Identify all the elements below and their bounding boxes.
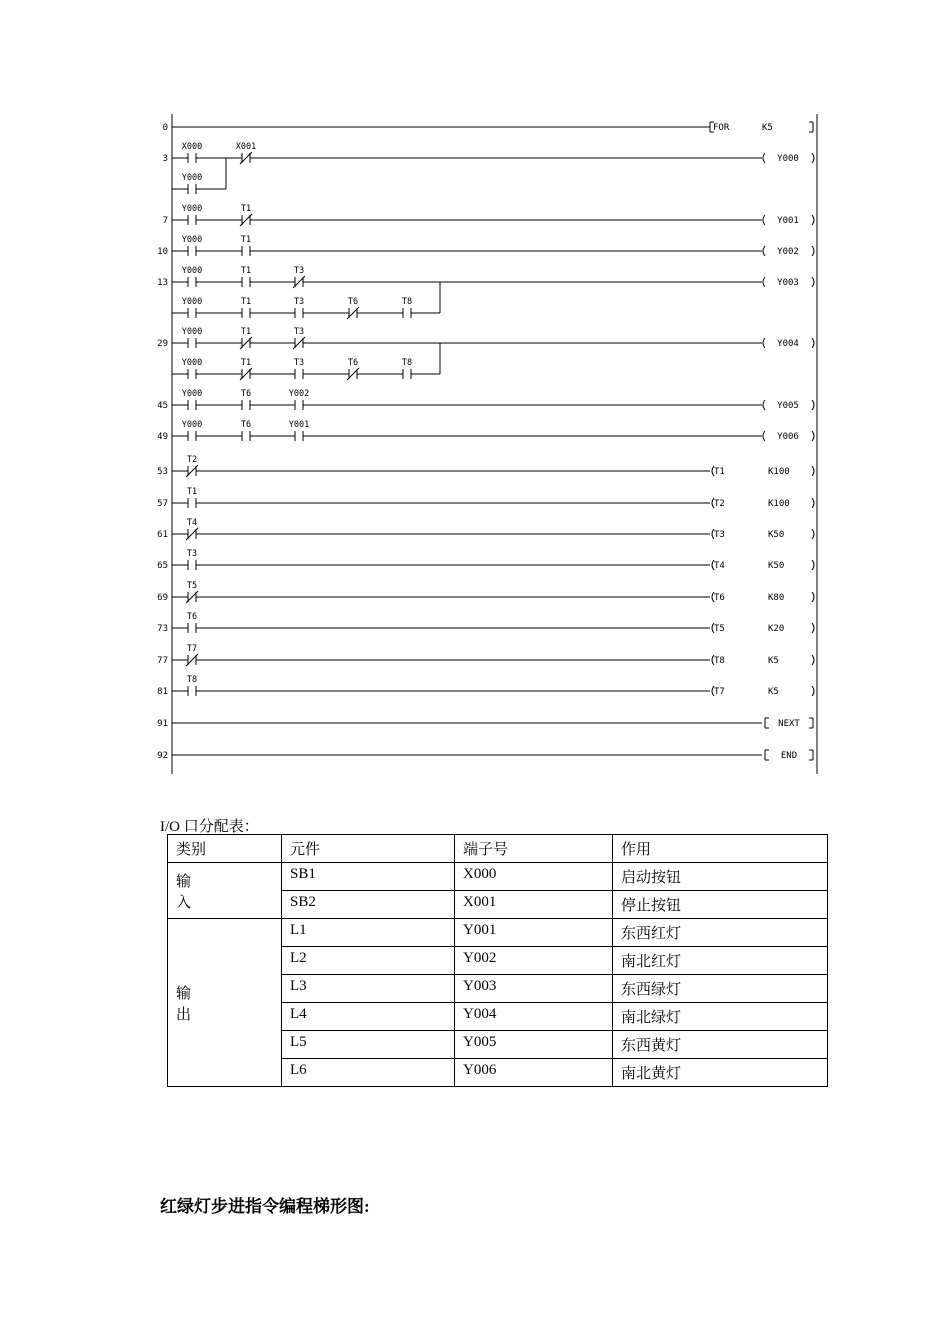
coil-left-arc	[763, 431, 765, 441]
contact-label: T1	[240, 327, 252, 337]
header-cell: 元件	[282, 835, 455, 863]
header-cell: 作用	[613, 835, 828, 863]
contact-label: T7	[186, 644, 198, 654]
contact-label: T3	[293, 297, 305, 307]
terminal-cell: X001	[455, 891, 613, 919]
coil-right-arc	[812, 431, 814, 441]
function-cell: 东西黄灯	[613, 1031, 828, 1059]
step-number: 49	[157, 432, 168, 442]
contact-label: T1	[240, 235, 252, 245]
function-cell: 东西绿灯	[613, 975, 828, 1003]
coil-label: Y005	[777, 401, 799, 411]
rung-10	[157, 235, 814, 257]
terminal-cell: Y001	[455, 919, 613, 947]
timer-coil-right-arc	[812, 560, 814, 570]
rung-49	[157, 420, 814, 442]
contact-label: T1	[240, 204, 252, 214]
contact-label: T1	[240, 297, 252, 307]
coil-left-arc	[763, 215, 765, 225]
rung-0	[163, 122, 813, 133]
step-number: 3	[162, 154, 168, 164]
element-cell: L5	[282, 1031, 455, 1059]
element-cell: L6	[282, 1059, 455, 1087]
rung-69	[157, 581, 814, 603]
contact-label: T6	[186, 612, 198, 622]
timer-label: T3	[714, 530, 725, 540]
rung-65	[157, 549, 814, 571]
step-number: 53	[157, 467, 168, 477]
element-cell: SB1	[282, 863, 455, 891]
rung-3	[163, 142, 814, 194]
header-cell: 端子号	[455, 835, 613, 863]
rung-81	[157, 675, 814, 697]
contact-label: Y000	[181, 235, 203, 245]
contact-label: T6	[347, 297, 359, 307]
coil-right-arc	[812, 215, 814, 225]
timer-preset: K5	[768, 687, 779, 697]
rung-77	[157, 644, 814, 666]
contact-label: T6	[240, 389, 252, 399]
timer-coil-right-arc	[812, 686, 814, 696]
contact-label: Y000	[181, 204, 203, 214]
timer-preset: K100	[768, 499, 790, 509]
terminal-cell: Y003	[455, 975, 613, 1003]
header-cell: 类别	[168, 835, 282, 863]
timer-coil-right-arc	[812, 623, 814, 633]
contact-label: T3	[186, 549, 198, 559]
contact-label: T3	[293, 266, 305, 276]
element-cell: L2	[282, 947, 455, 975]
timer-coil-right-arc	[812, 655, 814, 665]
step-number: 73	[157, 624, 168, 634]
step-number: 57	[157, 499, 168, 509]
step-number: 91	[157, 719, 168, 729]
function-cell: 南北绿灯	[613, 1003, 828, 1031]
timer-preset: K80	[768, 593, 785, 603]
coil-right-arc	[812, 277, 814, 287]
rung-61	[157, 518, 814, 540]
contact-label: Y000	[181, 420, 203, 430]
coil-label: Y006	[777, 432, 799, 442]
contact-label: Y000	[181, 358, 203, 368]
step-number: 77	[157, 656, 168, 666]
contact-label: T2	[186, 455, 198, 465]
contact-label: T8	[401, 358, 413, 368]
contact-label: T4	[186, 518, 198, 528]
step-number: 69	[157, 593, 168, 603]
instruction-param: K5	[762, 123, 773, 133]
contact-label: Y000	[181, 266, 203, 276]
rung-73	[157, 612, 814, 634]
coil-label: Y004	[777, 339, 799, 349]
terminal-cell: Y006	[455, 1059, 613, 1087]
coil-label: Y001	[777, 216, 799, 226]
timer-preset: K100	[768, 467, 790, 477]
contact-label: T1	[240, 358, 252, 368]
timer-label: T2	[714, 499, 725, 509]
timer-preset: K50	[768, 530, 785, 540]
rung-7	[163, 204, 814, 226]
table-row	[168, 863, 828, 891]
element-cell: L1	[282, 919, 455, 947]
step-number: 0	[162, 123, 168, 133]
function-cell: 东西红灯	[613, 919, 828, 947]
contact-label: T1	[186, 487, 198, 497]
contact-label: T6	[347, 358, 359, 368]
step-number: 65	[157, 561, 168, 571]
coil-right-arc	[812, 246, 814, 256]
rung-45	[157, 389, 814, 411]
function-cell: 启动按钮	[613, 863, 828, 891]
contact-label: Y002	[288, 389, 310, 399]
contact-label: X000	[181, 142, 203, 152]
coil-left-arc	[763, 246, 765, 256]
instruction-label: NEXT	[778, 719, 800, 729]
contact-label: Y000	[181, 327, 203, 337]
step-number: 10	[157, 247, 168, 257]
element-cell: L4	[282, 1003, 455, 1031]
rung-91	[157, 718, 813, 729]
timer-preset: K50	[768, 561, 785, 571]
element-cell: SB2	[282, 891, 455, 919]
coil-left-arc	[763, 400, 765, 410]
coil-left-arc	[763, 153, 765, 163]
timer-coil-right-arc	[812, 529, 814, 539]
contact-label: T8	[186, 675, 198, 685]
section-heading: 红绿灯步进指令编程梯形图:	[160, 1197, 370, 1216]
coil-label: Y000	[777, 154, 799, 164]
element-cell: L3	[282, 975, 455, 1003]
contact-label: Y000	[181, 173, 203, 183]
io-table-caption: I/O 口分配表：	[160, 819, 259, 835]
coil-label: Y003	[777, 278, 799, 288]
function-cell: 南北黄灯	[613, 1059, 828, 1087]
coil-right-arc	[812, 400, 814, 410]
function-cell: 南北红灯	[613, 947, 828, 975]
contact-label: T8	[401, 297, 413, 307]
timer-coil-right-arc	[812, 466, 814, 476]
contact-label: T3	[293, 327, 305, 337]
io-assignment-table	[167, 834, 828, 1087]
contact-label: Y001	[288, 420, 310, 430]
contact-label: T1	[240, 266, 252, 276]
step-number: 92	[157, 751, 168, 761]
timer-label: T7	[714, 687, 725, 697]
coil-right-arc	[812, 153, 814, 163]
coil-label: Y002	[777, 247, 799, 257]
rung-92	[157, 750, 813, 761]
rung-29	[157, 327, 814, 380]
table-row	[168, 919, 828, 947]
contact-label: T3	[293, 358, 305, 368]
table-header-row	[168, 835, 828, 863]
terminal-cell: Y002	[455, 947, 613, 975]
timer-preset: K5	[768, 656, 779, 666]
rung-57	[157, 487, 814, 509]
contact-label: T5	[186, 581, 198, 591]
timer-coil-right-arc	[812, 498, 814, 508]
timer-preset: K20	[768, 624, 785, 634]
timer-label: T4	[714, 561, 725, 571]
coil-left-arc	[763, 277, 765, 287]
timer-label: T6	[714, 593, 725, 603]
category-cell: 输 入	[168, 863, 282, 919]
instruction-label: END	[780, 751, 798, 761]
coil-right-arc	[812, 338, 814, 348]
contact-label: Y000	[181, 389, 203, 399]
rung-53	[157, 455, 814, 477]
contact-label: X001	[235, 142, 257, 152]
terminal-cell: Y005	[455, 1031, 613, 1059]
timer-label: T5	[714, 624, 725, 634]
function-cell: 停止按钮	[613, 891, 828, 919]
instruction-label: FOR	[713, 123, 730, 133]
step-number: 7	[162, 216, 168, 226]
step-number: 81	[157, 687, 168, 697]
timer-coil-right-arc	[812, 592, 814, 602]
timer-label: T8	[714, 656, 725, 666]
coil-left-arc	[763, 338, 765, 348]
step-number: 13	[157, 278, 168, 288]
step-number: 45	[157, 401, 168, 411]
step-number: 29	[157, 339, 168, 349]
terminal-cell: X000	[455, 863, 613, 891]
timer-label: T1	[714, 467, 725, 477]
rung-13	[157, 266, 814, 319]
category-cell: 输 出	[168, 919, 282, 1087]
contact-label: T6	[240, 420, 252, 430]
terminal-cell: Y004	[455, 1003, 613, 1031]
contact-label: Y000	[181, 297, 203, 307]
step-number: 61	[157, 530, 168, 540]
